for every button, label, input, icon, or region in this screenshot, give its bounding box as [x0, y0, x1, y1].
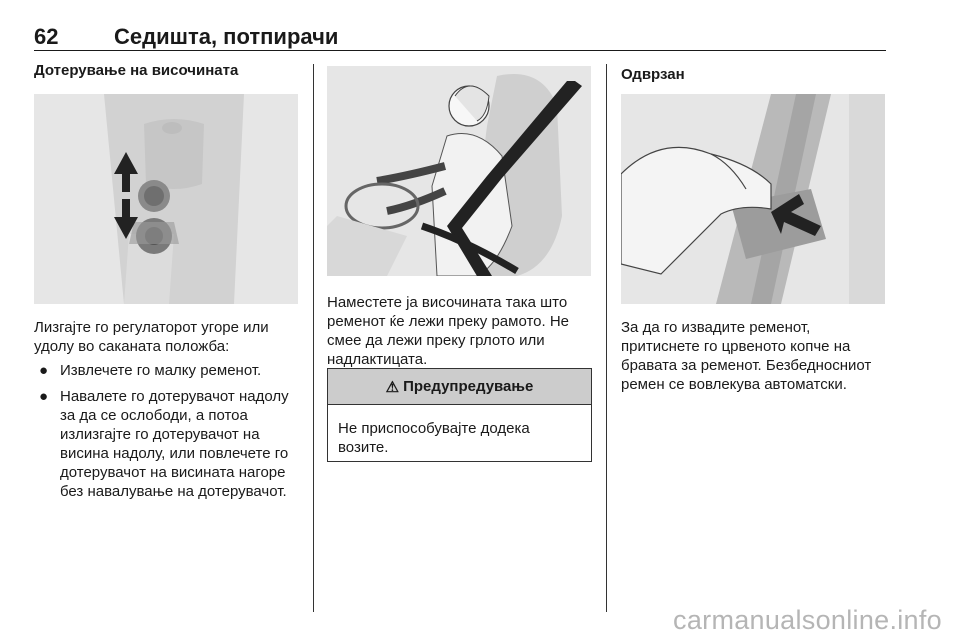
warning-header [328, 369, 591, 405]
list-item-text: Навалете го дотерувачот надолу за да се ослободи, а потоа излизгајте го дотерувачот на висина надолу, или повлечете го дотерувачот на висината нагоре без навалување на дотерувачот. [60, 388, 289, 500]
height-adjust-instruction: Наместете ја височината така што ременот ќе лежи преку рамото. Не смее да лежи преку грлото или надлактицата. [327, 294, 570, 368]
list-item [34, 361, 302, 380]
bullet-dot: ● [39, 362, 49, 379]
section-title: Седишта, потпирачи [114, 24, 339, 49]
column-divider-1 [313, 64, 314, 612]
height-adjuster-illustration [34, 94, 298, 304]
page-header [34, 22, 886, 52]
bullet-dot: ● [39, 388, 49, 405]
height-adjust-heading: Дотерување на височината [34, 62, 239, 79]
warning-box [327, 368, 592, 462]
unfasten-instruction: За да го извадите ременот, притиснете го црвеното копче на бравата за ремeнот. Безбедносниот ремен се вовлекува автоматски. [621, 319, 872, 393]
header-rule [34, 50, 886, 51]
column-divider-2 [606, 64, 607, 612]
watermark: carmanualsonline.info [673, 605, 942, 635]
warning-triangle-icon: ⚠ [385, 378, 400, 396]
height-adjust-intro: Лизгајте го регулаторот угоре или удолу во саканата положба: [34, 319, 269, 355]
page-number: 62 [34, 24, 59, 49]
list-item-text: Извлечете го малку ременот. [60, 362, 262, 379]
list-item [34, 387, 302, 501]
warning-title: Предупредување [403, 378, 534, 395]
buckle-release-illustration [621, 94, 885, 304]
seated-driver-seatbelt-illustration [327, 66, 591, 276]
height-adjust-steps [34, 361, 302, 508]
unfasten-heading: Одврзан [621, 66, 685, 83]
warning-text: Не приспособувајте додека возите. [338, 420, 530, 456]
